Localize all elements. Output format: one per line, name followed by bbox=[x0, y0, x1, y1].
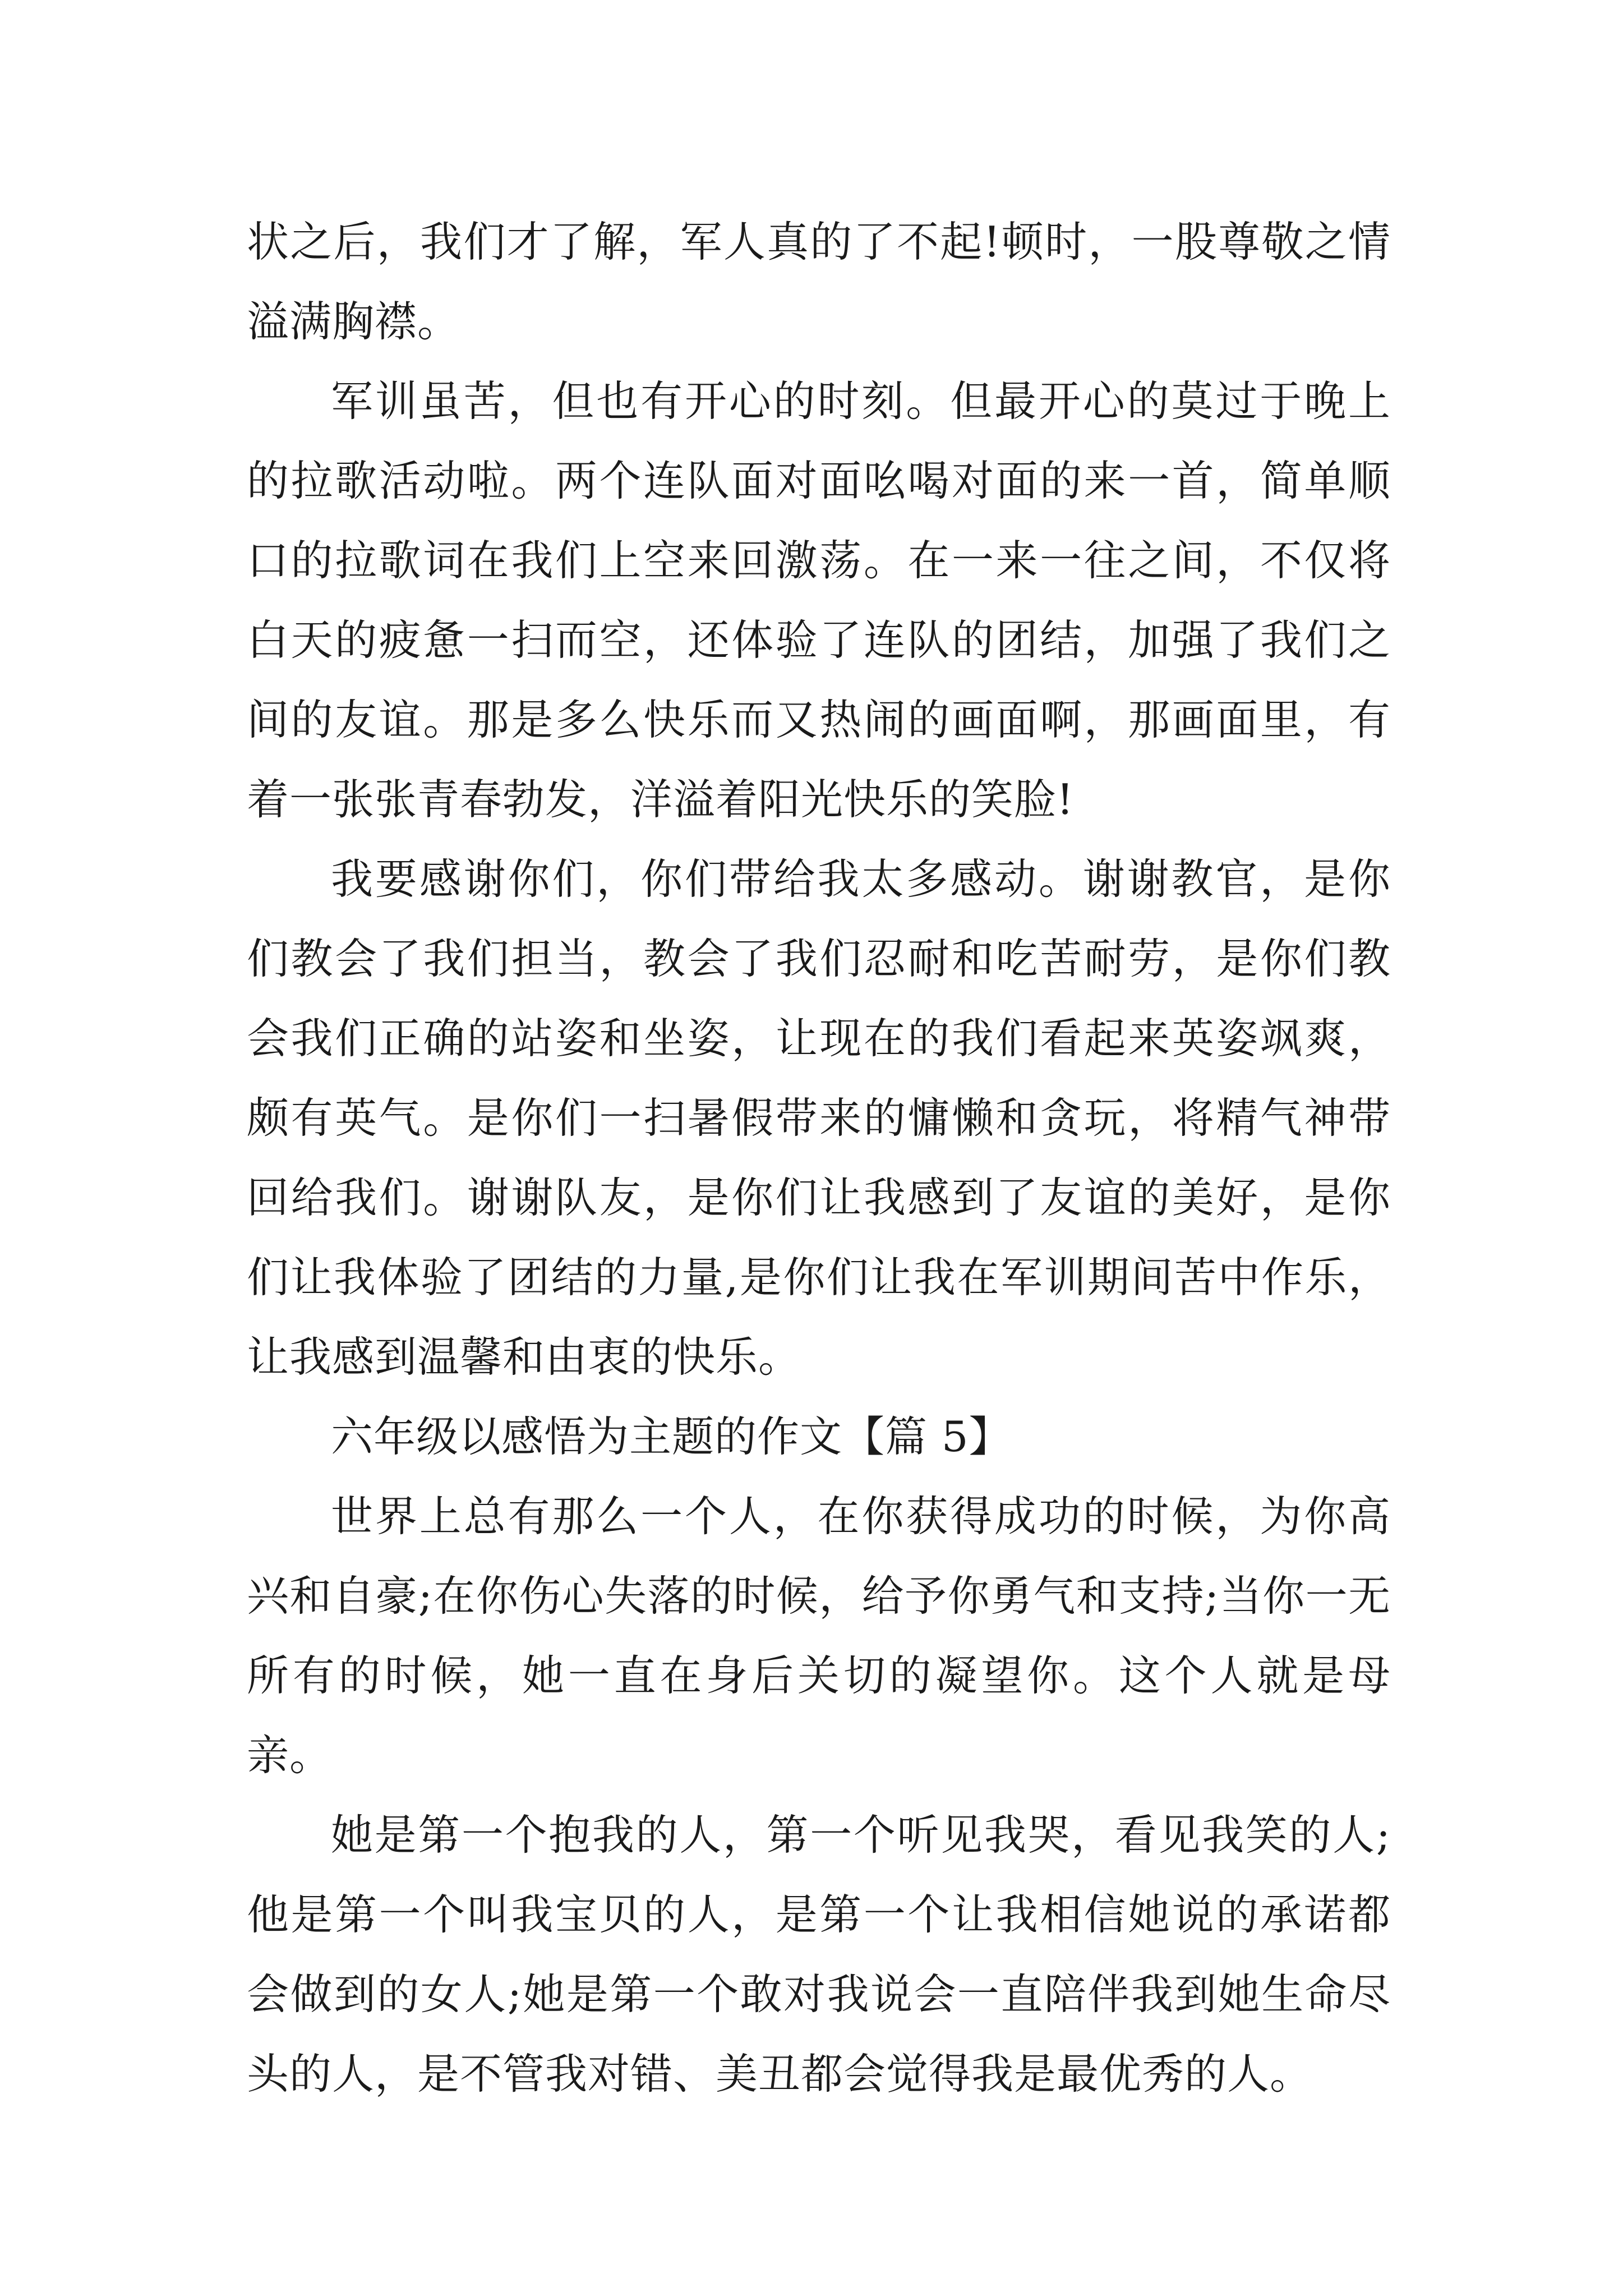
paragraph-military-training-fun: 军训虽苦，但也有开心的时刻。但最开心的莫过于晚上的拉歌活动啦。两个连队面对面吆喝对面的来一首，简单顺口的拉歌词在我们上空来回激荡。在一来一往之间，不仅将白天的疲惫一扫而空，还体验了连队的团结，加强了我们之间的友谊。那是多么快乐而又热闹的画面啊，那画面里，有着一张张青春勃发，洋溢着阳光快乐的笑脸! bbox=[247, 376, 1391, 824]
paragraph-gratitude: 我要感谢你们，你们带给我太多感动。谢谢教官，是你们教会了我们担当，教会了我们忍耐和吃苦耐劳，是你们教会我们正确的站姿和坐姿，让现在的我们看起来英姿飒爽，颇有英气。是你们一扫暑假带来的慵懒和贪玩，将精气神带回给我们。谢谢队友，是你们让我感到了友谊的美好，是你们让我体验了团结的力量,是你们让我在军训期间苦中作乐，让我感到温馨和由衷的快乐。 bbox=[247, 854, 1391, 1382]
paragraph-mother-intro: 世界上总有那么一个人，在你获得成功的时候，为你高兴和自豪;在你伤心失落的时候，给予你勇气和支持;当你一无所有的时候，她一直在身后关切的凝望你。这个人就是母亲。 bbox=[247, 1492, 1391, 1780]
paragraph-continued: 状之后，我们才了解，军人真的了不起!顿时，一股尊敬之情溢满胸襟。 bbox=[247, 217, 1391, 346]
document-body bbox=[247, 202, 1391, 2114]
section-heading: 六年级以感悟为主题的作文【篇 5】 bbox=[331, 1412, 1012, 1461]
paragraph-mother-first: 她是第一个抱我的人，第一个听见我哭，看见我笑的人;他是第一个叫我宝贝的人，是第一个让我相信她说的承诺都会做到的女人;她是第一个敢对我说会一直陪伴我到她生命尽头的人，是不管我对错、美丑都会觉得我是最优秀的人。 bbox=[247, 1810, 1391, 2099]
